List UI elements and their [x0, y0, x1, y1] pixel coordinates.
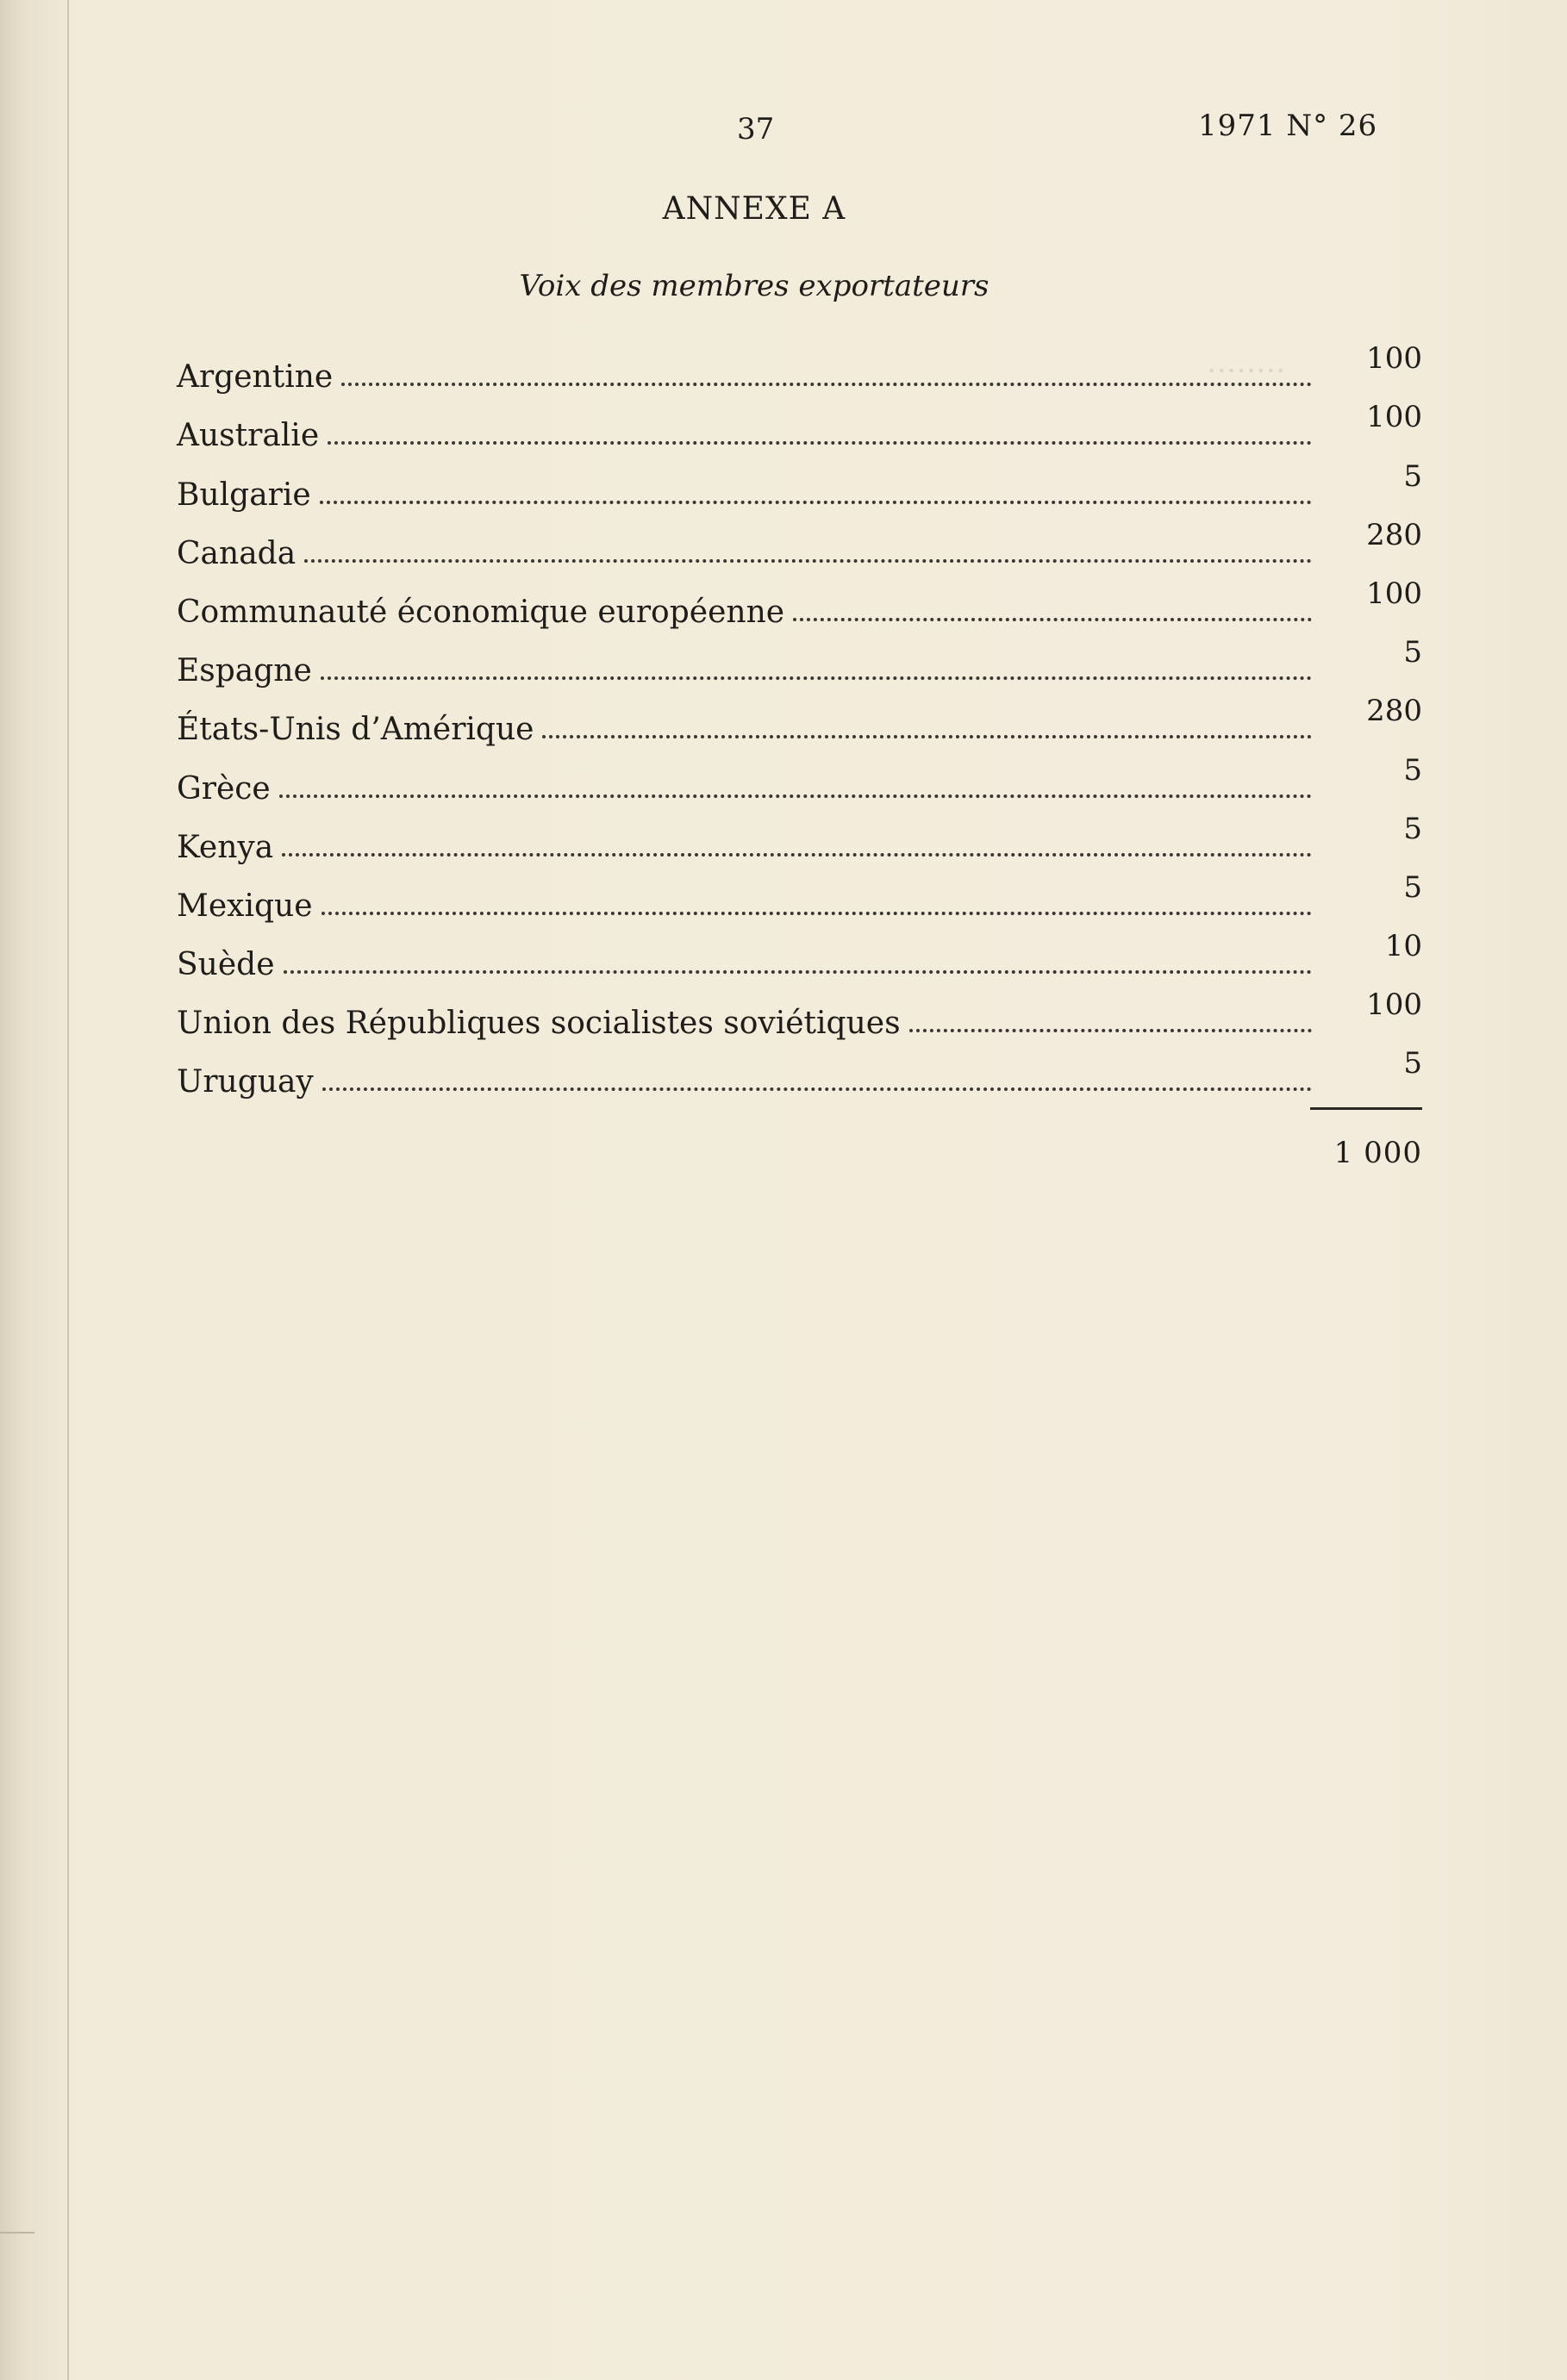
vote-count: 100: [1366, 988, 1422, 1023]
dot-leader: [284, 932, 1312, 974]
member-name: États-Unis d’Amérique: [177, 712, 534, 748]
show-through-bleed: ........: [1207, 345, 1286, 380]
vote-count: 280: [1366, 517, 1422, 552]
dot-leader: [909, 991, 1312, 1032]
member-name: Argentine: [177, 359, 334, 396]
dot-leader: [542, 697, 1312, 738]
vote-count: 5: [1403, 635, 1422, 670]
annex-title: ANNEXE A: [662, 191, 846, 227]
total-rule: [1310, 1107, 1422, 1110]
dot-leader: [328, 403, 1312, 445]
member-name: Union des Républiques socialistes soviétiques: [177, 1006, 901, 1042]
member-name: Suède: [177, 947, 275, 983]
list-item: [177, 396, 1422, 455]
page-number: 37: [737, 112, 775, 146]
member-name: Australie: [177, 418, 320, 454]
list-item: [177, 514, 1422, 573]
vote-list: [177, 338, 1422, 1101]
vote-count: 100: [1366, 576, 1422, 611]
list-item: [177, 632, 1422, 690]
member-name: Grèce: [177, 770, 271, 807]
vote-count: 5: [1403, 811, 1422, 846]
member-name: Communauté économique européenne: [177, 594, 785, 630]
member-name: Uruguay: [177, 1064, 314, 1100]
member-name: Mexique: [177, 888, 313, 924]
list-item: [177, 984, 1422, 1043]
vote-count: 100: [1366, 341, 1422, 377]
list-item: [177, 867, 1422, 925]
list-item: [177, 573, 1422, 632]
vote-count: 5: [1403, 869, 1422, 905]
dot-leader: [793, 580, 1312, 621]
dot-leader: [279, 757, 1312, 798]
page-gutter: [67, 0, 69, 2380]
vote-count: 10: [1384, 929, 1422, 964]
list-item: [177, 925, 1422, 984]
vote-count: 5: [1403, 1046, 1422, 1081]
dot-leader: [322, 1050, 1312, 1091]
member-name: Espagne: [177, 653, 312, 689]
document-reference: 1971 N° 26: [1198, 109, 1378, 143]
total-votes: 1 000: [1333, 1136, 1422, 1170]
margin-mark: [0, 2232, 34, 2234]
list-item: [177, 690, 1422, 749]
member-name: Bulgarie: [177, 477, 311, 513]
list-item: [177, 455, 1422, 514]
dot-leader: [341, 345, 1312, 386]
page-header: [0, 103, 1567, 155]
dot-leader: [321, 639, 1312, 680]
vote-count: 5: [1403, 458, 1422, 494]
list-item: [177, 1043, 1422, 1101]
vote-count: 100: [1366, 400, 1422, 435]
vote-count: 280: [1366, 694, 1422, 729]
list-item: [177, 338, 1422, 396]
annex-subtitle: Voix des membres exportateurs: [519, 269, 990, 303]
vote-count: 5: [1403, 752, 1422, 788]
dot-leader: [304, 521, 1312, 563]
dot-leader: [320, 463, 1312, 504]
list-item: [177, 808, 1422, 867]
member-name: Kenya: [177, 829, 274, 865]
dot-leader: [322, 874, 1312, 915]
member-name: Canada: [177, 535, 297, 571]
list-item: [177, 749, 1422, 807]
dot-leader: [282, 815, 1312, 857]
